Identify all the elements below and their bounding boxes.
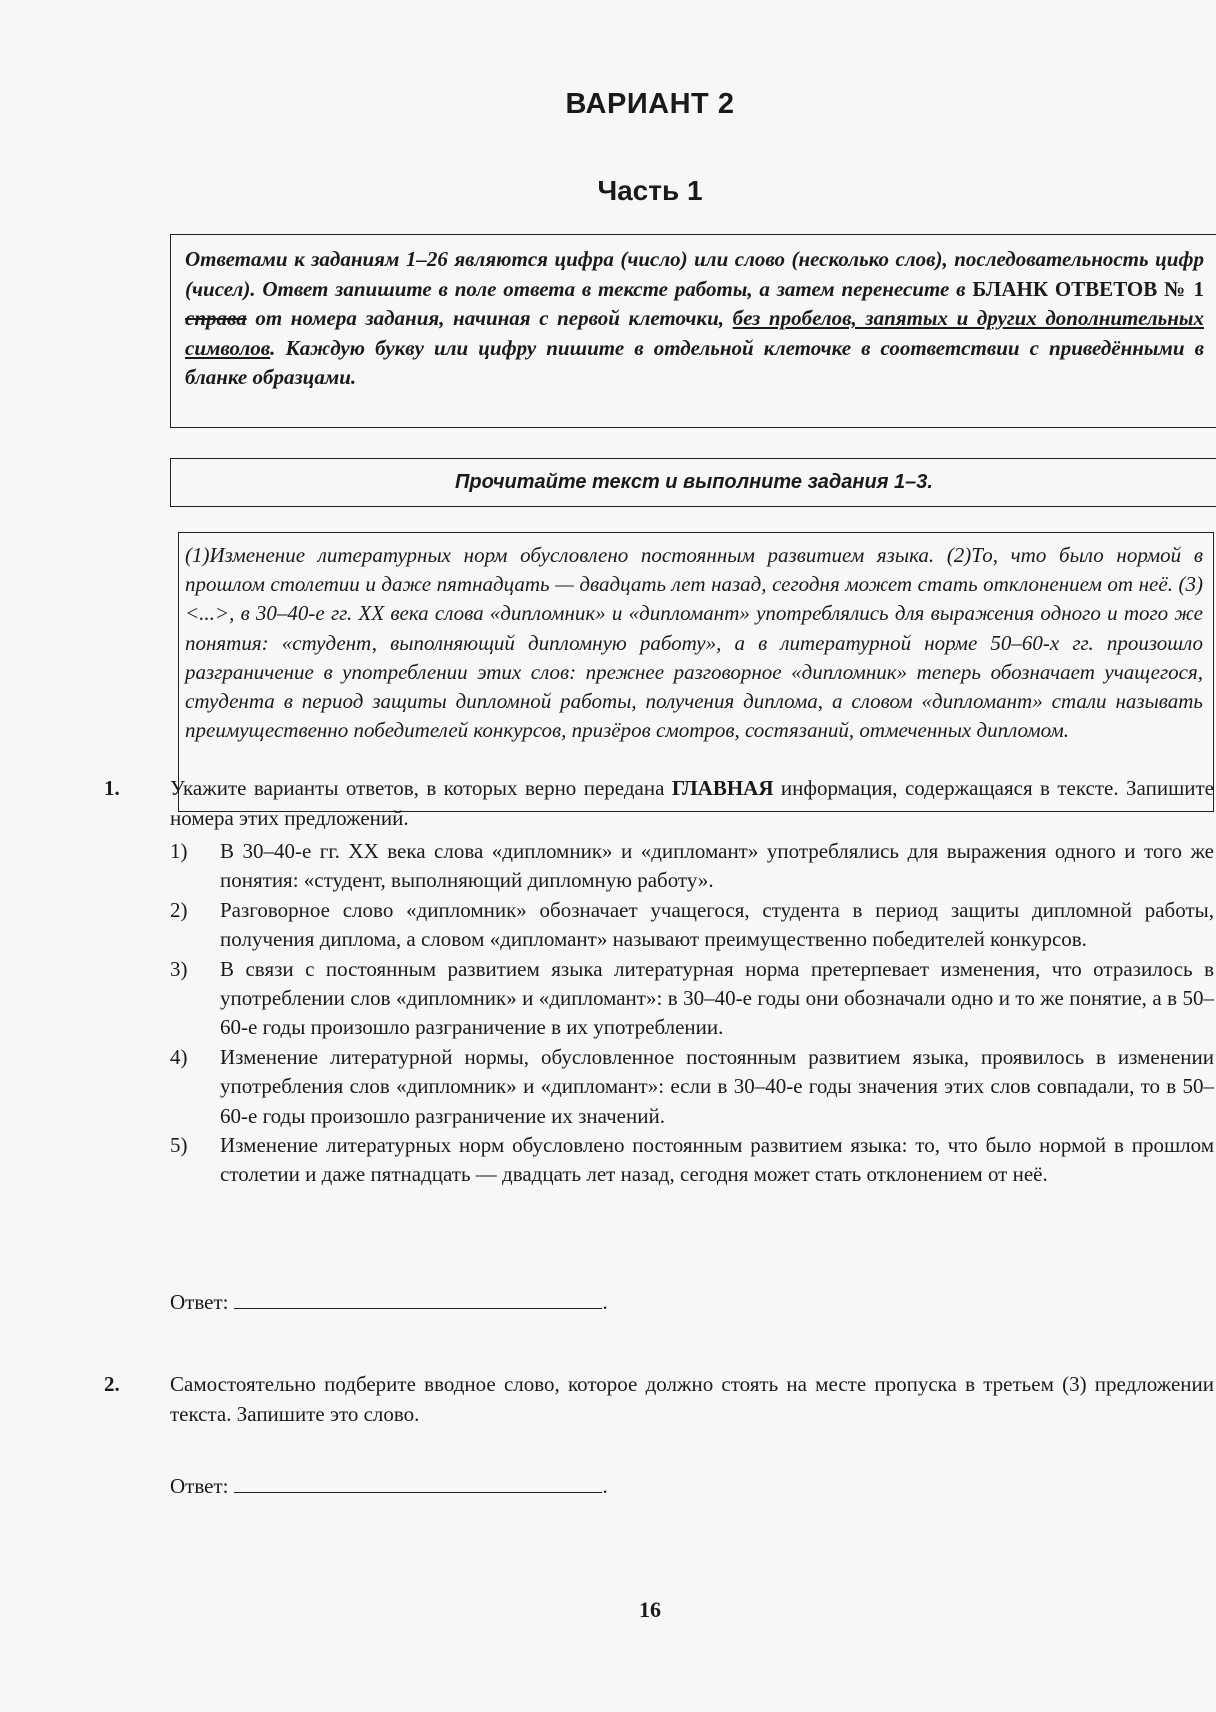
instructions-text-1: Ответами к заданиям 1–26 являются цифра (число) или слово (несколько слов), последовательность цифр (чисел). Ответ запишите в поле ответа в тексте работы, а затем перенесите в (185, 247, 1204, 301)
option-item: 2) Разговорное слово «дипломник» обозначает учащегося, студента в период защиты дипломной работы, получения диплома, а словом «дипломант» называют преимущественно победителей конкурсов. (170, 897, 1214, 952)
instructions-box (170, 234, 1216, 428)
read-prompt-box: Прочитайте текст и выполните задания 1–3. (170, 458, 1216, 507)
task-1-answer: Ответ: . (170, 1286, 608, 1317)
task-2 (104, 1370, 1214, 1429)
option-item: 4) Изменение литературной нормы, обусловленное постоянным развитием языка, проявилось в изменении употребления слов «дипломник» и «дипломант»: если в 30–40-е годы значения этих слов совпадали, то в 50–60-е годы произошло разграничение их значений. (170, 1044, 1214, 1128)
instructions-text-3: . Каждую букву или цифру пишите в отдельной клеточке в соответствии с приведёнными в бланке образцами. (185, 335, 1204, 389)
task-number: 1. (104, 776, 120, 800)
instructions-form-name: БЛАНК ОТВЕТОВ № 1 (972, 276, 1204, 301)
instructions-underlined: без пробелов, запятых и других дополнительных символов (185, 306, 1204, 360)
task-question: Укажите варианты ответов, в которых верно передана ГЛАВНАЯ информация, содержащаяся в тексте. Запишите номера этих предложений. (170, 776, 1214, 830)
instructions-struck-word: справа (185, 306, 247, 330)
variant-title: ВАРИАНТ 2 (565, 88, 735, 120)
option-item: 3) В связи с постоянным развитием языка литературная норма претерпевает изменения, что отразилось в употреблении слов «дипломник» и «дипломант»: в 30–40-е годы они обозначали одно и то же понятие, а в 50–60-е годы произошло разграничение в их употреблении. (170, 956, 1214, 1040)
instructions-text-2: от номера задания, начиная с первой клеточки, (246, 306, 733, 330)
answer-label: Ответ: (170, 1474, 229, 1498)
task-1-options (170, 837, 1214, 1190)
option-item: 1) В 30–40-е гг. XX века слова «дипломник» и «дипломант» употреблялись для выражения одного и того же понятия: «студент, выполняющий дипломную работу». (170, 839, 1214, 893)
task-2-answer: Ответ: . (170, 1470, 608, 1501)
task-question: Самостоятельно подберите вводное слово, которое должно стоять на месте пропуска в третьем (3) предложении текста. Запишите это слово. (170, 1372, 1214, 1426)
task-number: 2. (104, 1372, 120, 1396)
answer-field[interactable] (234, 1286, 602, 1309)
page-number: 16 (639, 1597, 661, 1622)
option-item: 5) Изменение литературных норм обусловлено постоянным развитием языка: то, что было нормой в прошлом столетии и даже пятнадцать — двадцать лет назад, сегодня может стать отклонением от неё. (170, 1133, 1214, 1187)
passage-box: (1)Изменение литературных норм обусловлено постоянным развитием языка. (2)То, что было нормой в прошлом столетии и даже пятнадцать — двадцать лет назад, сегодня может стать отклонением от неё. (3)<...>, в 30–40-е гг. XX века слова «дипломник» и «дипломант» употреблялись для выражения одного и того же понятия: «студент, выполняющий дипломную работу», а в литературной норме 50–60-х гг. произошло разграничение в употреблении этих слов: прежнее разговорное «дипломник» теперь обозначает учащегося, студента в период защиты дипломной работы, получения диплома, а словом «дипломант» стали называть преимущественно победителей конкурсов, призёров смотров, состязаний, отмеченных дипломом. (178, 532, 1214, 812)
answer-label: Ответ: (170, 1290, 229, 1314)
answer-field[interactable] (234, 1470, 602, 1493)
part-title: Часть 1 (597, 175, 703, 206)
task-1 (104, 774, 1214, 833)
